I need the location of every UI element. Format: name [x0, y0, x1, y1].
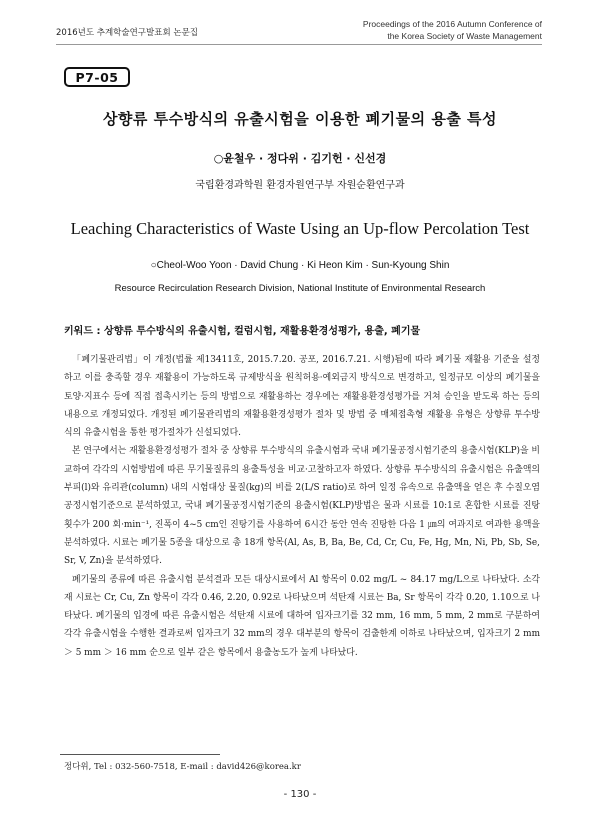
conference-header-left: 2016년도 추계학술연구발표회 논문집: [56, 28, 198, 38]
corresponding-author-footnote: 정다위, Tel : 032-560-7518, E-mail : david426@korea.kr: [64, 762, 301, 772]
authors-korean: ○윤철우 · 정다위 · 김기헌 · 신선경: [213, 152, 387, 165]
conference-header-right-line1: Proceedings of the 2016 Autumn Conference of: [362, 19, 542, 29]
body-paragraph-1: 「폐기물관리법」이 개정(법률 제13411호, 2015.7.20. 공포, 2016.7.21. 시행)됨에 따라 폐기물 재활용 기준을 설정하고 이를 충족할 경우 재활용이 가능하도록 규제방식을 원칙허용·예외금지 방식으로 변경하고, 일정규모 이상의 폐기물을 토양·지표수 등에 직접 접촉시키는 등의 방법으로 재활용하는 경우에는 재활용환경성평가를 거쳐 승인을 받도록 하는 등의 내용으로 개정되었다. 개정된 폐기물관리법의 재활용환경성평가 절차 및 방법 중 매체접촉형 재활용 유형은 상향류 투수방식의 유출시험을 통한 평가절차가 신설되었다.: [64, 355, 540, 439]
affiliation-english: Resource Recirculation Research Division, National Institute of Environmental Research: [114, 283, 486, 294]
keywords-line: 키워드 : 상향류 투수방식의 유출시험, 컬럼시험, 재활용환경성평가, 용출, 폐기물: [64, 326, 421, 337]
body-paragraph-3: 폐기물의 종류에 따른 유출시험 분석결과 모든 대상시료에서 Al 항목이 0.02 mg/L ~ 84.17 mg/L으로 나타났다. 소각재 시료는 Cr, Cu, Zn 항목이 각각 0.46, 2.20, 0.92로 나타났으며 석탄재 시료는 Ba, Sr 항목이 각각 0.20, 1.10으로 나타났다. 폐기물의 입경에 따른 유출시험은 석탄재 시료에 대하여 입자크기를 32 mm, 16 mm, 5 mm, 2 mm로 구분하여 각각 유출시험을 수행한 결과로써 입자크기 32 mm의 경우 대부분의 항목이 검출한계 이하로 나타났으며, 입자크기 2 mm ＞ 5 mm ＞ 16 mm 순으로 일부 같은 항목에서 용출농도가 높게 나타났다.: [64, 574, 540, 658]
footnote-divider: [60, 754, 220, 755]
affiliation-korean: 국립환경과학원 환경자원연구부 자원순환연구과: [195, 180, 405, 191]
abstract-body: [64, 351, 540, 662]
conference-header-right: [363, 18, 542, 42]
body-paragraph-2: 본 연구에서는 재활용환경성평가 절차 중 상향류 투수방식의 유출시험과 국내 폐기물공정시험기준의 용출시험(KLP)을 비교하여 각각의 시험방법에 따른 무기물질류의 용출특성을 비교·고찰하고자 하였다. 상향류 투수방식의 유출시험은 유출액의 부피(l)와 유리관(column) 내의 시험대상 물질(kg)의 비를 2(L/S ratio)로 하여 일정 유속으로 유출액을 얻은 후 수질오염공정시험기준으로 분석하였고, 국내 폐기물공정시험기준의 용출시험(KLP)방법은 물과 시료를 10:1로 혼합한 시료를 진탕 횟수가 200 회·min⁻¹, 진폭이 4~5 cm인 진탕기를 사용하여 6시간 동안 연속 진탕한 다음 1 ㎛의 여과지로 여과한 용액을 분석하였다. 시료는 폐기물 5종을 대상으로 총 18개 항목(Al, As, B, Ba, Be, Cd, Cr, Cu, Fe, Hg, Mn, Ni, Pb, Sb, Se, Sr, V, Zn)을 분석하였다.: [64, 446, 540, 567]
paper-title-korean: 상향류 투수방식의 유출시험을 이용한 폐기물의 용출 특성: [102, 110, 498, 128]
page-number: - 130 -: [283, 789, 317, 800]
paper-code-badge: P7-05: [64, 67, 130, 87]
conference-header-right-line2: the Korea Society of Waste Management: [387, 31, 542, 41]
paper-title-english: Leaching Characteristics of Waste Using an Up-flow Percolation Test: [70, 219, 530, 238]
authors-english: ○Cheol-Woo Yoon · David Chung · Ki Heon Kim · Sun-Kyoung Shin: [150, 260, 450, 271]
header-divider: [56, 44, 542, 45]
